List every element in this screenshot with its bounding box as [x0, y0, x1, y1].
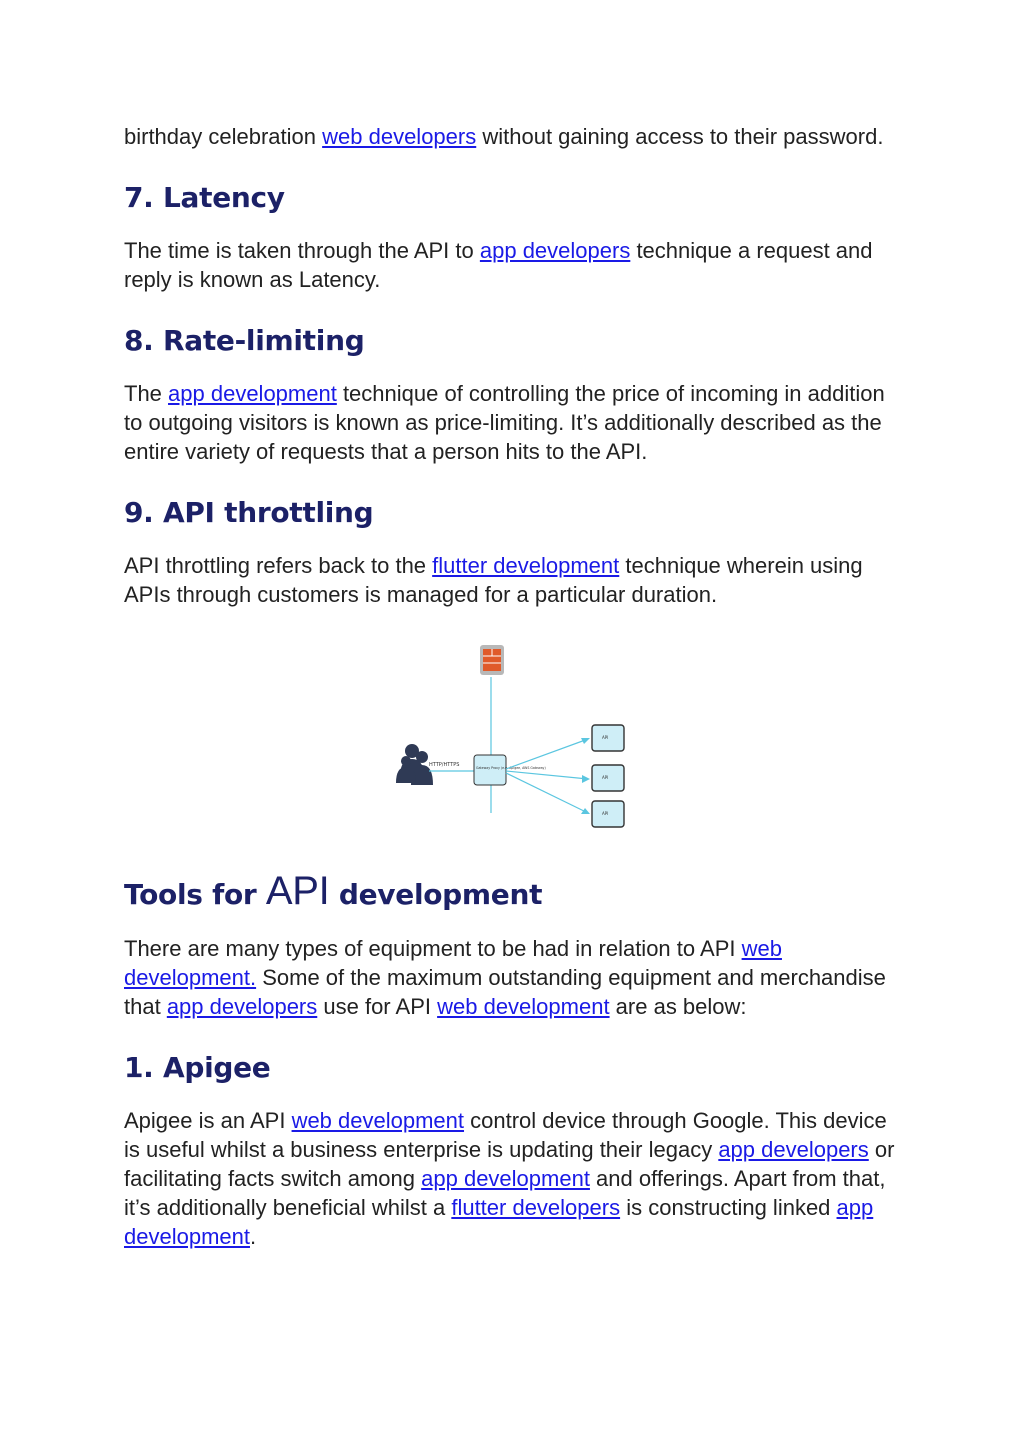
flutter-development-link[interactable]: flutter development [432, 553, 620, 578]
api-label-2: API [602, 775, 609, 780]
app-developers-link-3[interactable]: app developers [718, 1137, 869, 1162]
edge-label: HTTP/HTTPS [429, 762, 460, 768]
web-developers-link[interactable]: web developers [322, 124, 477, 149]
api-label-3: API [602, 811, 609, 816]
api-box-3 [592, 801, 624, 827]
diagram-svg [124, 633, 904, 833]
users-icon [396, 744, 433, 785]
document-page [124, 122, 904, 1251]
api-label-1: API [602, 735, 609, 740]
firewall-icon [480, 645, 504, 675]
app-development-link[interactable]: app development [168, 381, 337, 406]
web-development-link-2[interactable]: web development [437, 994, 610, 1019]
app-development-link-2[interactable]: app development [421, 1166, 590, 1191]
heading-apigee: 1. Apigee [124, 1051, 271, 1084]
app-developers-link-2[interactable]: app developers [166, 994, 318, 1019]
gateway-label: Gateway Proxy (e.g. Apigee, AWS Gateway) [476, 766, 546, 770]
heading-rate-limiting: 8. Rate-limiting [124, 324, 365, 357]
api-throttling-diagram [124, 633, 904, 833]
app-development-link-3[interactable]: app development [124, 1195, 874, 1249]
gateway-box [474, 755, 546, 785]
gateway-api-connectors [506, 739, 588, 813]
tools-paragraph: There are many types of equipment to be had in relation to API web development. Some of the maximum outstanding equipment and merchandise that app developers use for API web development are as below: [124, 936, 886, 1019]
rate-limiting-paragraph: The app development technique of controlling the price of incoming in addition to outgoing visitors is known as price-limiting. It’s additionally described as the entire variety of requests that a person hits to the API. [124, 381, 885, 464]
web-development-link-3[interactable]: web development [291, 1108, 465, 1133]
api-box-2 [592, 765, 624, 791]
flutter-developers-link[interactable]: flutter developers [451, 1195, 621, 1220]
heading-latency: 7. Latency [124, 181, 285, 214]
arrowheads [581, 738, 590, 814]
apigee-paragraph: Apigee is an API web development control device through Google. This device is useful whilst a business enterprise is updating their legacy app developers or facilitating facts switch among app development and offerings. Apart from that, it’s additionally beneficial whilst a flutter developers is constructing linked app development. [124, 1108, 895, 1249]
latency-paragraph: The time is taken through the API to app developers technique a request and reply is known as Latency. [124, 238, 873, 292]
api-box-1 [592, 725, 624, 751]
api-throttling-paragraph: API throttling refers back to the flutter development technique wherein using APIs through customers is managed for a particular duration. [124, 553, 863, 607]
heading-api-throttling: 9. API throttling [124, 496, 374, 529]
intro-paragraph: birthday celebration web developers without gaining access to their password. [124, 124, 884, 149]
web-development-link-1[interactable]: web development. [124, 936, 782, 990]
heading-tools: Tools for API development [124, 869, 543, 913]
app-developers-link[interactable]: app developers [479, 238, 631, 263]
